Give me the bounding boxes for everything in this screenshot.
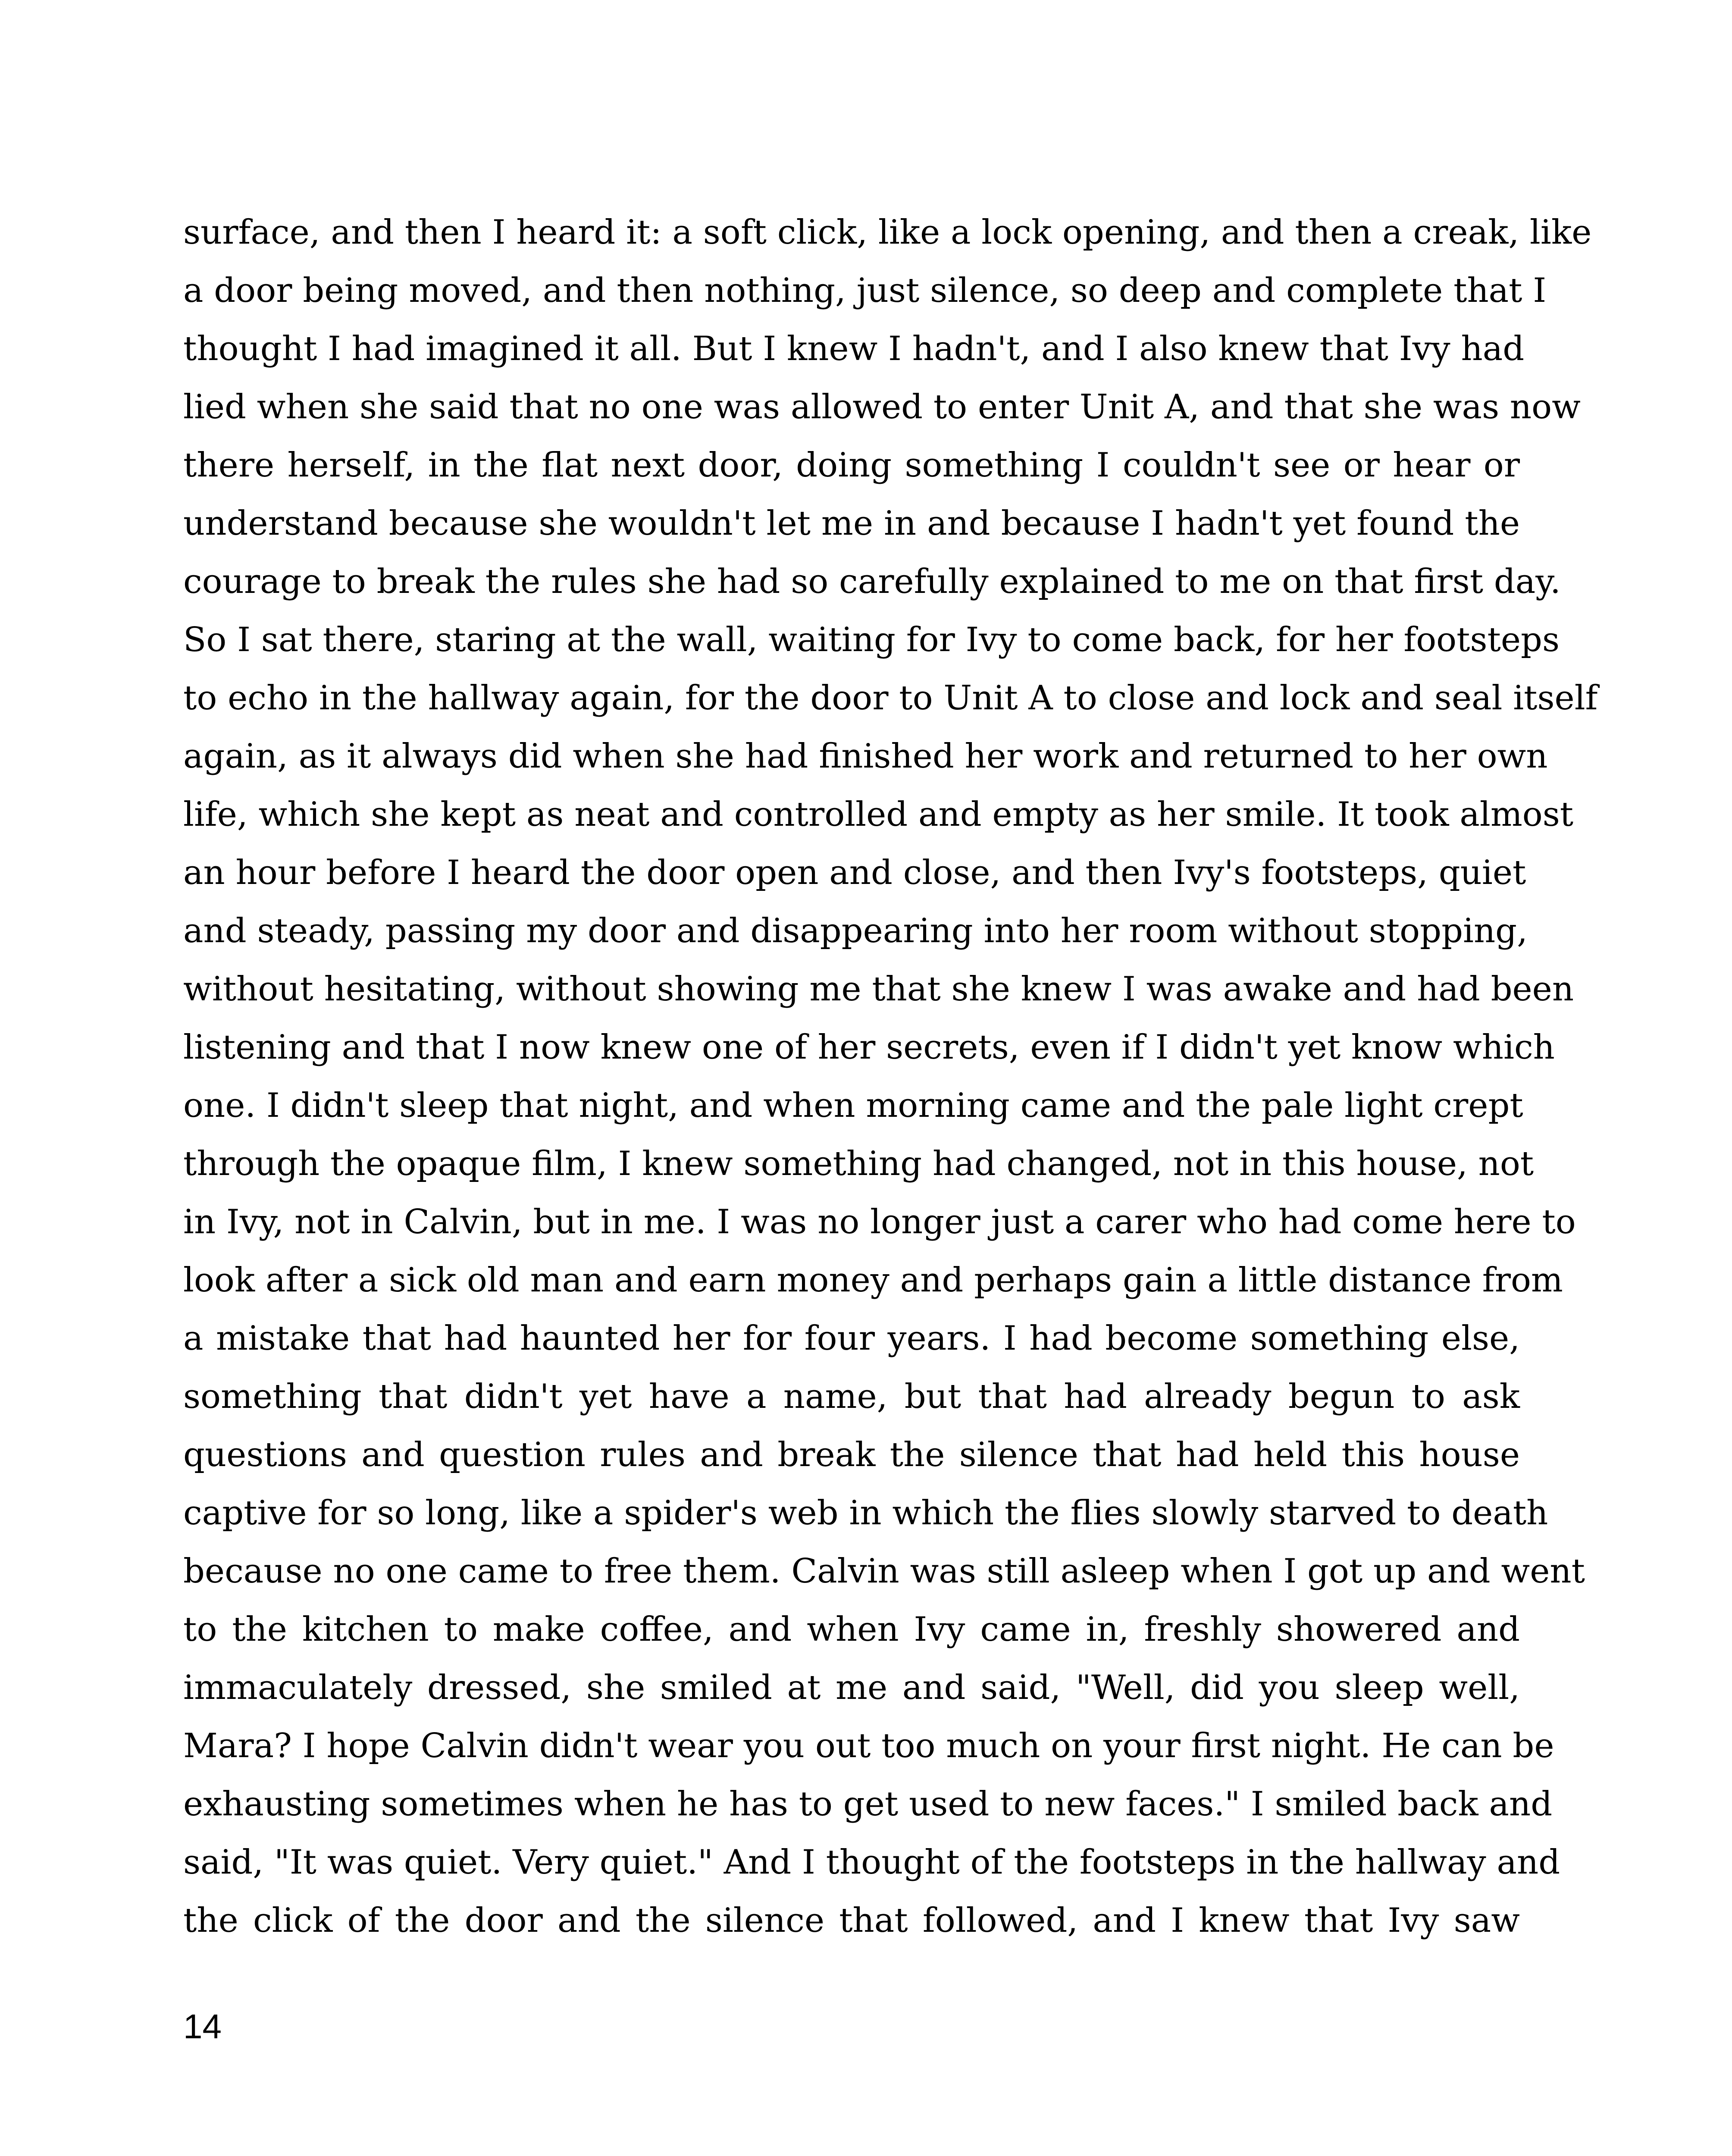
text-line: understand because she wouldn't let me in and because I hadn't yet found the (183, 504, 1520, 543)
text-line: questions and question rules and break the silence that had held this house (183, 1435, 1520, 1474)
text-line: in Ivy, not in Calvin, but in me. I was no longer just a carer who had come here to (183, 1203, 1576, 1241)
text-line: without hesitating, without showing me that she knew I was awake and had been (183, 970, 1574, 1009)
text-line: listening and that I now knew one of her secrets, even if I didn't yet know which (183, 1028, 1555, 1067)
text-line: courage to break the rules she had so carefully explained to me on that first day. (183, 562, 1561, 601)
text-line: lied when she said that no one was allowed to enter Unit A, and that she was now (183, 388, 1581, 426)
text-line: So I sat there, staring at the wall, waiting for Ivy to come back, for her footsteps (183, 620, 1560, 659)
body-text (183, 204, 1598, 1950)
text-line: the click of the door and the silence that followed, and I knew that Ivy saw (183, 1901, 1520, 1940)
text-line: an hour before I heard the door open and close, and then Ivy's footsteps, quiet (183, 853, 1526, 892)
text-line: there herself, in the flat next door, doing something I couldn't see or hear or (183, 446, 1520, 485)
text-line: exhausting sometimes when he has to get used to new faces." I smiled back and (183, 1785, 1553, 1824)
text-line: thought I had imagined it all. But I knew I hadn't, and I also knew that Ivy had (183, 329, 1525, 368)
text-line: again, as it always did when she had finished her work and returned to her own (183, 737, 1548, 776)
text-line: a mistake that had haunted her for four years. I had become something else, (183, 1319, 1520, 1358)
text-line: Mara? I hope Calvin didn't wear you out too much on your first night. He can be (183, 1727, 1554, 1765)
text-line: captive for so long, like a spider's web in which the flies slowly starved to death (183, 1494, 1548, 1532)
text-line: to the kitchen to make coffee, and when Ivy came in, freshly showered and (183, 1610, 1520, 1649)
text-line: to echo in the hallway again, for the door to Unit A to close and lock and seal itself (183, 679, 1598, 718)
page-number: 14 (183, 2007, 222, 2046)
text-line: through the opaque film, I knew something had changed, not in this house, not (183, 1144, 1534, 1183)
text-line: look after a sick old man and earn money and perhaps gain a little distance from (183, 1261, 1563, 1300)
text-line: immaculately dressed, she smiled at me and said, "Well, did you sleep well, (183, 1668, 1520, 1707)
text-line: surface, and then I heard it: a soft click, like a lock opening, and then a creak, like (183, 213, 1592, 252)
text-line: said, "It was quiet. Very quiet." And I thought of the footsteps in the hallway and (183, 1843, 1560, 1882)
text-line: and steady, passing my door and disappearing into her room without stopping, (183, 912, 1528, 950)
text-line: one. I didn't sleep that night, and when morning came and the pale light crept (183, 1086, 1523, 1125)
text-line: something that didn't yet have a name, but that had already begun to ask (183, 1377, 1520, 1416)
text-line: life, which she kept as neat and controlled and empty as her smile. It took almost (183, 795, 1574, 834)
text-line: a door being moved, and then nothing, just silence, so deep and complete that I (183, 271, 1547, 310)
text-line: because no one came to free them. Calvin was still asleep when I got up and went (183, 1552, 1585, 1591)
